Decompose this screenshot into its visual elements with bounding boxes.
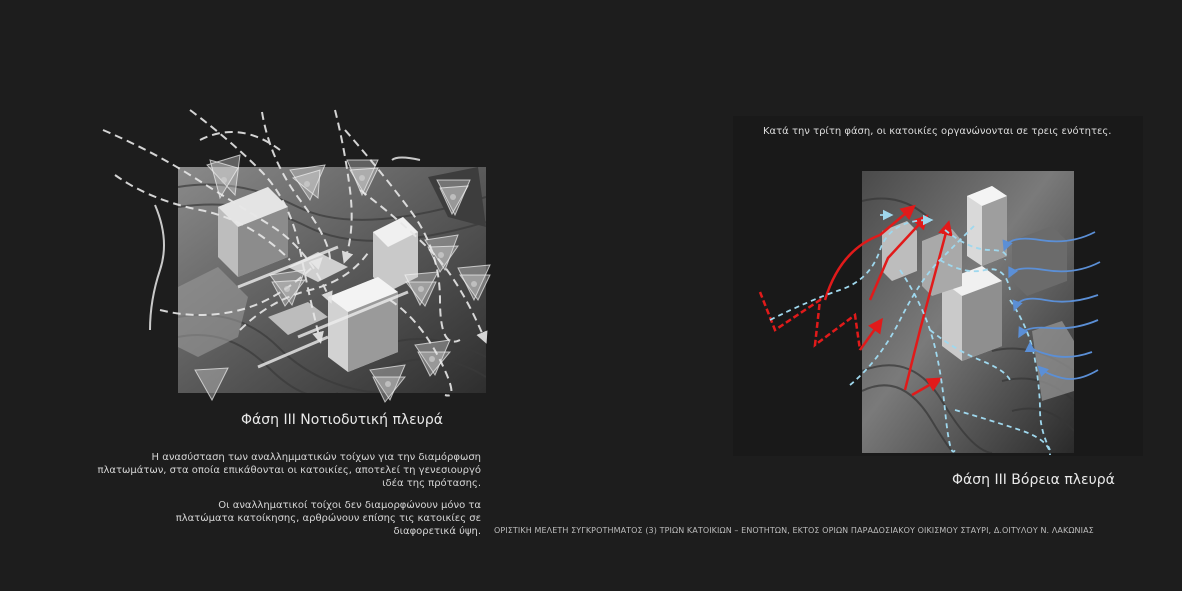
left-panel-title: Φάση ΙΙΙ Νοτιοδυτική πλευρά <box>241 412 443 428</box>
left-panel-description <box>85 451 481 538</box>
description-paragraph-2: Οι αναλληματικοί τοίχοι δεν διαμορφώνουν μόνο τα πλατώματα κατοίκησης, αρθρώνουν επίσης τις κατοικίες σε διαφορετικά ύψη. <box>175 500 481 537</box>
model-photo-north <box>862 171 1074 453</box>
right-panel-intro: Κατά την τρίτη φάση, οι κατοικίες οργανώνονται σε τρεις ενότητες. <box>763 126 1112 137</box>
description-paragraph-1: Η ανασύσταση των αναλλημματικών τοίχων για την διαμόρφωση πλατωμάτων, στα οποία επικάθονται οι κατοικίες, αποτελεί τη γενεσιουργό ιδέα της πρότασης. <box>97 452 481 489</box>
model-photo-southwest <box>178 167 486 393</box>
right-panel-title: Φάση ΙΙΙ Βόρεια πλευρά <box>952 472 1115 488</box>
project-footer: ΟΡΙΣΤΙΚΗ ΜΕΛΕΤΗ ΣΥΓΚΡΟΤΗΜΑΤΟΣ (3) ΤΡΙΩΝ ΚΑΤΟΙΚΙΩΝ – ΕΝΟΤΗΤΩΝ, ΕΚΤΟΣ ΟΡΙΩΝ ΠΑΡΑΔΟΣΙΑΚΟΥ ΟΙΚΙΣΜΟΥ ΣΤΑΥΡΙ, Δ.ΟΙΤΥΛΟΥ Ν. ΛΑΚΩΝΙΑΣ <box>494 526 1094 535</box>
